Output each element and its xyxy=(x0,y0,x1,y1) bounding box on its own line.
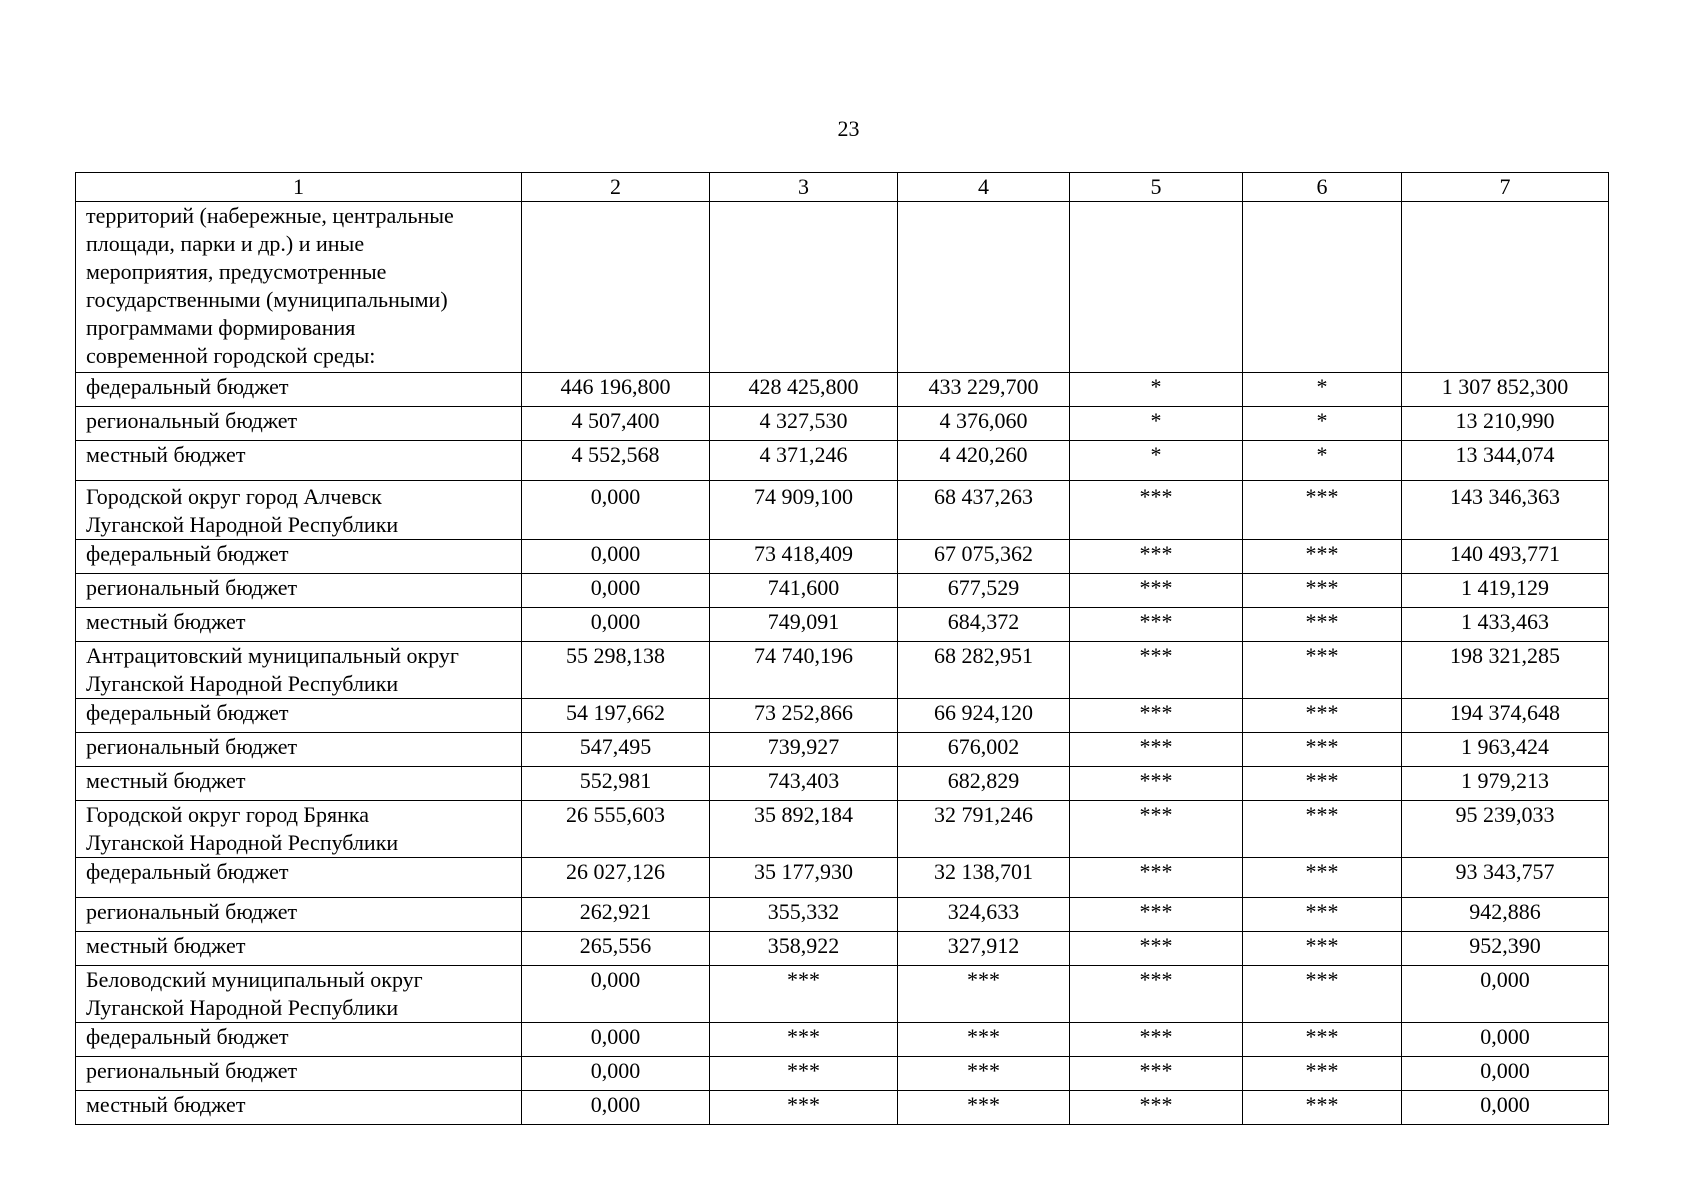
value-cell-col-3: 358,922 xyxy=(710,932,898,966)
value-cell-col-2: 0,000 xyxy=(522,1023,710,1057)
value-cell-col-4: 684,372 xyxy=(898,608,1070,642)
budget-source-row xyxy=(76,441,1609,481)
column-number-row xyxy=(76,173,1609,202)
entity-row xyxy=(76,642,1609,699)
value-cell-col-2: 0,000 xyxy=(522,608,710,642)
budget-source-row xyxy=(76,898,1609,932)
value-cell-col-5: *** xyxy=(1070,642,1243,699)
budget-source-row xyxy=(76,932,1609,966)
budget-source-label: региональный бюджет xyxy=(76,733,522,767)
column-number-5: 5 xyxy=(1070,173,1243,202)
value-cell-col-4: 677,529 xyxy=(898,574,1070,608)
value-cell-col-4: 32 791,246 xyxy=(898,801,1070,858)
value-cell-col-5: *** xyxy=(1070,540,1243,574)
continuation-text xyxy=(76,202,522,373)
value-cell-col-3: 428 425,800 xyxy=(710,373,898,407)
value-cell-col-7: 0,000 xyxy=(1402,1023,1609,1057)
value-cell-col-2: 0,000 xyxy=(522,540,710,574)
value-cell-col-3: *** xyxy=(710,1023,898,1057)
value-cell-col-5: *** xyxy=(1070,733,1243,767)
value-cell-col-6: *** xyxy=(1243,966,1402,1023)
value-cell-col-3: 73 252,866 xyxy=(710,699,898,733)
entity-name: Городской округ город Алчевск Луганской Народной Республики xyxy=(76,481,522,540)
value-cell-col-2: 55 298,138 xyxy=(522,642,710,699)
entity-name: Антрацитовский муниципальный округ Луганской Народной Республики xyxy=(76,642,522,699)
value-cell-col-6: *** xyxy=(1243,1091,1402,1125)
value-cell-col-2: 547,495 xyxy=(522,733,710,767)
budget-source-label: федеральный бюджет xyxy=(76,1023,522,1057)
value-cell-col-4: 324,633 xyxy=(898,898,1070,932)
value-cell-col-3: 4 371,246 xyxy=(710,441,898,481)
value-cell-col-7: 1 419,129 xyxy=(1402,574,1609,608)
entity-row xyxy=(76,801,1609,858)
empty-cell xyxy=(710,202,898,373)
column-number-3: 3 xyxy=(710,173,898,202)
value-cell-col-5: *** xyxy=(1070,858,1243,898)
empty-cell xyxy=(1243,202,1402,373)
empty-cell xyxy=(1070,202,1243,373)
value-cell-col-2: 0,000 xyxy=(522,1091,710,1125)
value-cell-col-4: *** xyxy=(898,966,1070,1023)
value-cell-col-2: 552,981 xyxy=(522,767,710,801)
value-cell-col-5: * xyxy=(1070,373,1243,407)
table-body xyxy=(76,173,1609,1125)
budget-source-label: местный бюджет xyxy=(76,441,522,481)
column-number-4: 4 xyxy=(898,173,1070,202)
value-cell-col-2: 0,000 xyxy=(522,574,710,608)
value-cell-col-7: 13 210,990 xyxy=(1402,407,1609,441)
continuation-line: современной городской среды: xyxy=(86,343,376,368)
budget-source-row xyxy=(76,407,1609,441)
empty-cell xyxy=(1402,202,1609,373)
value-cell-col-3: 739,927 xyxy=(710,733,898,767)
value-cell-col-6: * xyxy=(1243,373,1402,407)
value-cell-col-6: *** xyxy=(1243,858,1402,898)
value-cell-col-2: 54 197,662 xyxy=(522,699,710,733)
column-number-7: 7 xyxy=(1402,173,1609,202)
budget-source-label: местный бюджет xyxy=(76,767,522,801)
value-cell-col-2: 446 196,800 xyxy=(522,373,710,407)
page-number: 23 xyxy=(837,116,860,141)
value-cell-col-7: 0,000 xyxy=(1402,1091,1609,1125)
value-cell-col-7: 13 344,074 xyxy=(1402,441,1609,481)
value-cell-col-5: *** xyxy=(1070,801,1243,858)
budget-source-label: региональный бюджет xyxy=(76,898,522,932)
budget-source-label: местный бюджет xyxy=(76,1091,522,1125)
value-cell-col-4: 676,002 xyxy=(898,733,1070,767)
value-cell-col-3: *** xyxy=(710,966,898,1023)
empty-cell xyxy=(898,202,1070,373)
value-cell-col-5: *** xyxy=(1070,898,1243,932)
entity-name: Беловодский муниципальный округ Луганской Народной Республики xyxy=(76,966,522,1023)
value-cell-col-5: *** xyxy=(1070,1057,1243,1091)
value-cell-col-7: 93 343,757 xyxy=(1402,858,1609,898)
value-cell-col-6: *** xyxy=(1243,1057,1402,1091)
value-cell-col-7: 1 307 852,300 xyxy=(1402,373,1609,407)
value-cell-col-3: 35 177,930 xyxy=(710,858,898,898)
value-cell-col-3: *** xyxy=(710,1057,898,1091)
value-cell-col-6: *** xyxy=(1243,733,1402,767)
continuation-line: программами формирования xyxy=(86,315,356,340)
value-cell-col-4: 4 420,260 xyxy=(898,441,1070,481)
value-cell-col-7: 198 321,285 xyxy=(1402,642,1609,699)
value-cell-col-4: 68 282,951 xyxy=(898,642,1070,699)
value-cell-col-5: *** xyxy=(1070,932,1243,966)
value-cell-col-3: 35 892,184 xyxy=(710,801,898,858)
value-cell-col-4: 66 924,120 xyxy=(898,699,1070,733)
value-cell-col-3: 73 418,409 xyxy=(710,540,898,574)
value-cell-col-7: 95 239,033 xyxy=(1402,801,1609,858)
budget-source-row xyxy=(76,1057,1609,1091)
value-cell-col-5: * xyxy=(1070,407,1243,441)
value-cell-col-2: 0,000 xyxy=(522,481,710,540)
continuation-row xyxy=(76,202,1609,373)
value-cell-col-4: 67 075,362 xyxy=(898,540,1070,574)
value-cell-col-4: 682,829 xyxy=(898,767,1070,801)
value-cell-col-4: 327,912 xyxy=(898,932,1070,966)
empty-cell xyxy=(522,202,710,373)
budget-source-row xyxy=(76,733,1609,767)
budget-source-label: местный бюджет xyxy=(76,608,522,642)
value-cell-col-7: 0,000 xyxy=(1402,1057,1609,1091)
value-cell-col-6: * xyxy=(1243,407,1402,441)
value-cell-col-2: 0,000 xyxy=(522,1057,710,1091)
value-cell-col-2: 262,921 xyxy=(522,898,710,932)
continuation-line: государственными (муниципальными) xyxy=(86,287,448,312)
value-cell-col-4: 32 138,701 xyxy=(898,858,1070,898)
value-cell-col-6: *** xyxy=(1243,574,1402,608)
budget-source-label: региональный бюджет xyxy=(76,407,522,441)
value-cell-col-7: 1 963,424 xyxy=(1402,733,1609,767)
budget-source-row xyxy=(76,767,1609,801)
budget-source-row xyxy=(76,608,1609,642)
column-number-2: 2 xyxy=(522,173,710,202)
continuation-line: мероприятия, предусмотренные xyxy=(86,259,387,284)
entity-row xyxy=(76,481,1609,540)
value-cell-col-7: 0,000 xyxy=(1402,966,1609,1023)
value-cell-col-6: *** xyxy=(1243,608,1402,642)
value-cell-col-5: *** xyxy=(1070,1023,1243,1057)
value-cell-col-5: *** xyxy=(1070,699,1243,733)
value-cell-col-5: *** xyxy=(1070,574,1243,608)
value-cell-col-6: *** xyxy=(1243,898,1402,932)
value-cell-col-6: *** xyxy=(1243,932,1402,966)
budget-source-label: федеральный бюджет xyxy=(76,858,522,898)
entity-name: Городской округ город Брянка Луганской Народной Республики xyxy=(76,801,522,858)
value-cell-col-7: 140 493,771 xyxy=(1402,540,1609,574)
value-cell-col-4: *** xyxy=(898,1023,1070,1057)
continuation-line: площади, парки и др.) и иные xyxy=(86,231,365,256)
value-cell-col-2: 4 507,400 xyxy=(522,407,710,441)
budget-source-row xyxy=(76,373,1609,407)
value-cell-col-5: *** xyxy=(1070,966,1243,1023)
value-cell-col-4: 4 376,060 xyxy=(898,407,1070,441)
value-cell-col-7: 942,886 xyxy=(1402,898,1609,932)
budget-source-label: местный бюджет xyxy=(76,932,522,966)
value-cell-col-2: 265,556 xyxy=(522,932,710,966)
budget-source-row xyxy=(76,858,1609,898)
budget-source-label: федеральный бюджет xyxy=(76,373,522,407)
column-number-1: 1 xyxy=(76,173,522,202)
continuation-line: территорий (набережные, центральные xyxy=(86,203,454,228)
budget-source-row xyxy=(76,574,1609,608)
value-cell-col-3: 4 327,530 xyxy=(710,407,898,441)
value-cell-col-6: *** xyxy=(1243,642,1402,699)
budget-source-label: региональный бюджет xyxy=(76,574,522,608)
value-cell-col-5: *** xyxy=(1070,481,1243,540)
value-cell-col-6: *** xyxy=(1243,699,1402,733)
budget-source-row xyxy=(76,1023,1609,1057)
budget-source-label: федеральный бюджет xyxy=(76,540,522,574)
budget-source-row xyxy=(76,699,1609,733)
value-cell-col-3: 743,403 xyxy=(710,767,898,801)
budget-source-label: региональный бюджет xyxy=(76,1057,522,1091)
budget-source-row xyxy=(76,1091,1609,1125)
value-cell-col-3: 74 740,196 xyxy=(710,642,898,699)
budget-table xyxy=(75,172,1609,1125)
value-cell-col-3: *** xyxy=(710,1091,898,1125)
value-cell-col-6: *** xyxy=(1243,481,1402,540)
value-cell-col-6: *** xyxy=(1243,801,1402,858)
value-cell-col-5: * xyxy=(1070,441,1243,481)
value-cell-col-7: 1 979,213 xyxy=(1402,767,1609,801)
value-cell-col-2: 0,000 xyxy=(522,966,710,1023)
budget-source-label: федеральный бюджет xyxy=(76,699,522,733)
value-cell-col-3: 74 909,100 xyxy=(710,481,898,540)
value-cell-col-2: 26 027,126 xyxy=(522,858,710,898)
value-cell-col-4: 433 229,700 xyxy=(898,373,1070,407)
value-cell-col-6: * xyxy=(1243,441,1402,481)
budget-source-row xyxy=(76,540,1609,574)
value-cell-col-6: *** xyxy=(1243,767,1402,801)
value-cell-col-2: 4 552,568 xyxy=(522,441,710,481)
value-cell-col-3: 355,332 xyxy=(710,898,898,932)
value-cell-col-4: 68 437,263 xyxy=(898,481,1070,540)
value-cell-col-6: *** xyxy=(1243,540,1402,574)
value-cell-col-7: 143 346,363 xyxy=(1402,481,1609,540)
value-cell-col-7: 952,390 xyxy=(1402,932,1609,966)
value-cell-col-5: *** xyxy=(1070,608,1243,642)
value-cell-col-6: *** xyxy=(1243,1023,1402,1057)
value-cell-col-5: *** xyxy=(1070,1091,1243,1125)
value-cell-col-4: *** xyxy=(898,1091,1070,1125)
value-cell-col-5: *** xyxy=(1070,767,1243,801)
value-cell-col-3: 749,091 xyxy=(710,608,898,642)
column-number-6: 6 xyxy=(1243,173,1402,202)
value-cell-col-4: *** xyxy=(898,1057,1070,1091)
value-cell-col-7: 194 374,648 xyxy=(1402,699,1609,733)
value-cell-col-7: 1 433,463 xyxy=(1402,608,1609,642)
value-cell-col-2: 26 555,603 xyxy=(522,801,710,858)
entity-row xyxy=(76,966,1609,1023)
value-cell-col-3: 741,600 xyxy=(710,574,898,608)
